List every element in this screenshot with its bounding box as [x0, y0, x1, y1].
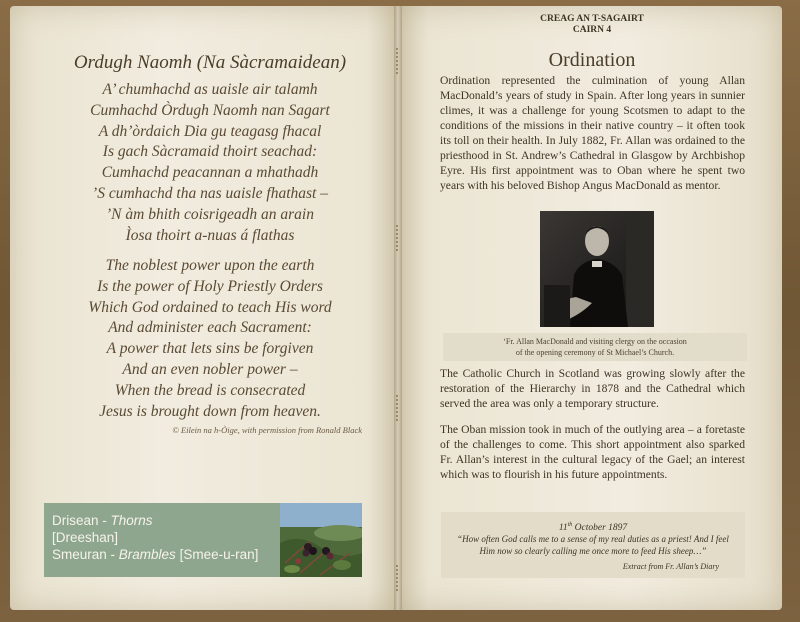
poem-credit: © Eilein na h-Òige, with permission from Ronald Black	[172, 425, 362, 435]
poem-title: Ordugh Naomh (Na Sàcramaidean)	[73, 52, 347, 73]
glossary-box	[44, 503, 280, 577]
spine-stitch	[396, 565, 400, 591]
gaelic-word: Smeuran -	[52, 547, 119, 562]
glossary-line: [Dreeshan]	[52, 530, 119, 545]
header-location: CREAG AN T-SAGAIRT	[540, 14, 644, 24]
quote-date	[449, 519, 737, 534]
header-cairn: CAIRN 4	[572, 25, 612, 35]
poem-line: A’ chumhachd as uaisle air talamh	[102, 81, 318, 98]
quote-text: “How often God calls me to a sense of my real duties as a priest! And I feel Him now so clearly calling me once more to feed His sheep…”	[457, 534, 729, 556]
priest-portrait-photo	[540, 211, 654, 327]
poem-line: ’N àm bhith coisrigeadh an arain	[106, 205, 314, 223]
caption-line: of the opening ceremony of St Michael’s Church.	[515, 348, 675, 357]
date-day: 11	[558, 523, 568, 534]
date-month-year: October 1897	[572, 523, 628, 534]
bramble-photo	[280, 503, 362, 577]
poem-line: Which God ordained to teach His word	[88, 298, 332, 316]
pronunciation: [Smee-u-ran]	[175, 547, 259, 562]
poem-line: The noblest power upon the earth	[105, 257, 315, 274]
photo-caption	[443, 333, 747, 361]
poem-line: ’S cumhachd tha nas uaisle fhathast –	[92, 184, 328, 202]
paragraph: The Catholic Church in Scotland was growing slowly after the restoration of the Hierarchy in 1878 and the Cathedral which served the area was only a temporary structure.	[440, 367, 745, 410]
poem-line: A power that lets sins be forgiven	[106, 340, 314, 358]
poem-line: Cumhachd peacannan a mhathadh	[101, 164, 319, 182]
poem-line: Cumhachd Òrdugh Naomh nan Sagart	[90, 101, 330, 119]
poem-line: When the bread is consecrated	[114, 381, 306, 399]
paragraph: The Oban mission took in much of the outlying area – a foretaste of the challenges to come. This short appointment also sparked Fr. Allan’s interest in the cultural legacy of the Gael; an interest which was to flourish in his future appointments.	[440, 423, 745, 481]
date-suffix: th	[567, 522, 573, 528]
poem-line: A dh’òrdaich Dia gu teagasg fhacal	[98, 122, 322, 140]
poem-line: Is the power of Holy Priestly Orders	[97, 277, 323, 295]
paragraph: Ordination represented the culmination of young Allan MacDonald’s years of study in Spain. After long years in sunnier climes, it was a challenge for young Scotsmen to adapt to the conditions of the missions in their native country – it often took its toll on their health. In July 1882, Fr. Allan was ordained to the priesthood in St. Andrew’s Cathedral in Glasgow by Archbishop Eyre. His first appointment was to Oban where he spent two years with his beloved Bishop Angus MacDonald as mentor.	[440, 74, 745, 192]
poem-line: Is gach Sàcramaid thoirt seachad:	[102, 143, 318, 161]
glossary-line	[52, 546, 272, 563]
poem-line: Jesus is brought down from heaven.	[99, 402, 321, 420]
diary-quote-box	[441, 512, 745, 578]
english-poem	[10, 256, 410, 422]
glossary-line	[52, 512, 272, 529]
poem-line: And administer each Sacrament:	[108, 319, 312, 337]
page-header	[402, 14, 782, 36]
gaelic-word: Drisean -	[52, 513, 111, 528]
gaelic-poem	[10, 80, 410, 246]
caption-line: ‘Fr. Allan MacDonald and visiting clergy on the occasion	[503, 337, 687, 346]
quote-source: Extract from Fr. Allan’s Diary	[622, 562, 719, 572]
poem-line: Ìosa thoirt a-nuas á flathas	[125, 226, 295, 244]
english-word: Brambles	[118, 547, 176, 562]
section-title: Ordination	[548, 49, 636, 71]
english-word: Thorns	[110, 513, 153, 528]
poem-line: And an even nobler power –	[122, 360, 298, 378]
